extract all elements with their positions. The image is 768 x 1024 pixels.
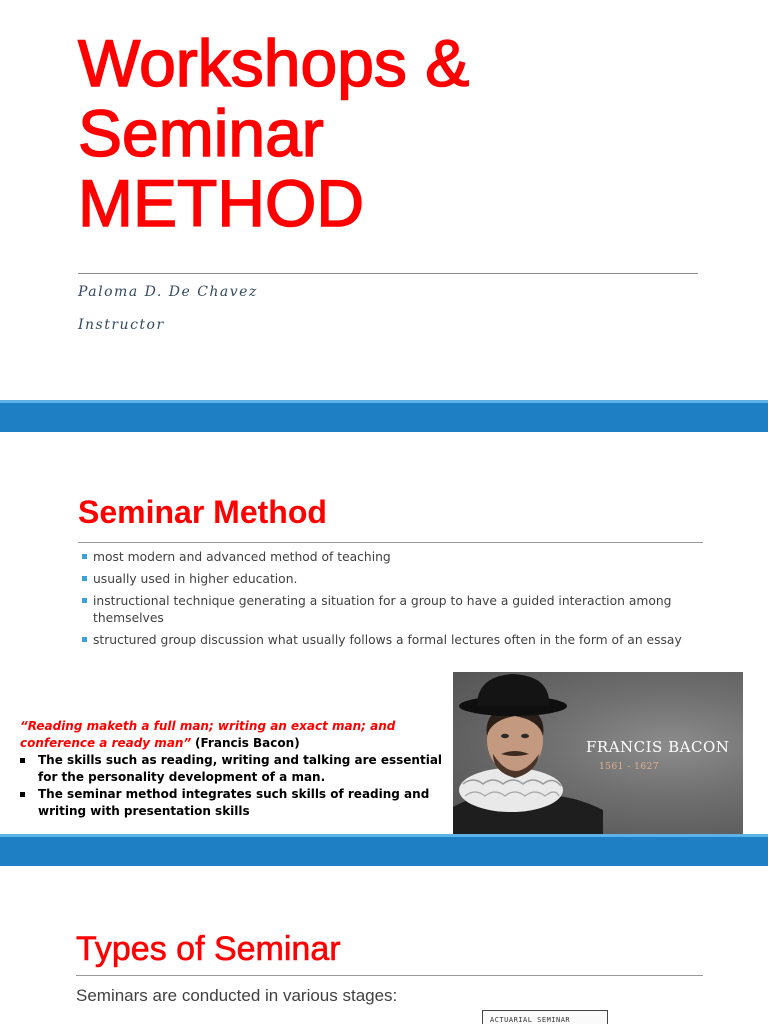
list-item: The skills such as reading, writing and talking are essential for the personality development of a man. xyxy=(20,752,445,786)
author-role: Instructor xyxy=(78,317,165,333)
bullet-icon xyxy=(20,792,25,797)
points-list xyxy=(20,752,445,820)
bullet-list xyxy=(82,549,722,654)
author-name: Paloma D. De Chavez xyxy=(78,284,258,300)
bullet-icon xyxy=(20,758,25,763)
title-line-2: Seminar xyxy=(78,96,324,170)
quote-block xyxy=(20,718,445,820)
quote-text: “Reading maketh a full man; writing an exact man; and conference a ready man” xyxy=(20,719,396,750)
list-item: instructional technique generating a situation for a group to have a guided interaction among themselves xyxy=(82,593,722,626)
title-divider xyxy=(78,542,703,543)
slide-title: Seminar Method xyxy=(78,494,327,530)
title-slide xyxy=(0,0,768,400)
intro-text: Seminars are conducted in various stages: xyxy=(76,986,398,1005)
square-bullet-icon xyxy=(82,598,87,603)
title-divider xyxy=(78,273,698,274)
seminar-method-slide xyxy=(0,432,768,834)
list-item: most modern and advanced method of teaching xyxy=(82,549,722,566)
quote: “Reading maketh a full man; writing an exact man; and conference a ready man” (Francis Bacon) xyxy=(20,719,396,750)
slide-title: Types of Seminar xyxy=(76,930,341,968)
list-item: structured group discussion what usually follows a formal lectures often in the form of an essay xyxy=(82,632,722,649)
portrait-caption: FRANCIS BACON xyxy=(586,738,730,756)
square-bullet-icon xyxy=(82,554,87,559)
slide-title xyxy=(78,28,469,238)
slide-divider-2 xyxy=(0,834,768,866)
seminar-sketch-image xyxy=(482,1010,608,1024)
types-of-seminar-slide xyxy=(0,866,768,1024)
title-line-3: METHOD xyxy=(78,166,364,240)
square-bullet-icon xyxy=(82,576,87,581)
list-item: usually used in higher education. xyxy=(82,571,722,588)
portrait-dates: 1561 - 1627 xyxy=(599,762,660,772)
list-item: The seminar method integrates such skills of reading and writing with presentation skills xyxy=(20,786,445,820)
slide-divider-1 xyxy=(0,400,768,432)
francis-bacon-portrait xyxy=(453,672,743,834)
square-bullet-icon xyxy=(82,637,87,642)
sketch-label: ACTUARIAL SEMINAR xyxy=(490,1016,571,1024)
title-line-1: Workshops & xyxy=(78,26,470,100)
quote-author: Francis Bacon xyxy=(200,736,295,750)
title-divider xyxy=(76,975,703,976)
